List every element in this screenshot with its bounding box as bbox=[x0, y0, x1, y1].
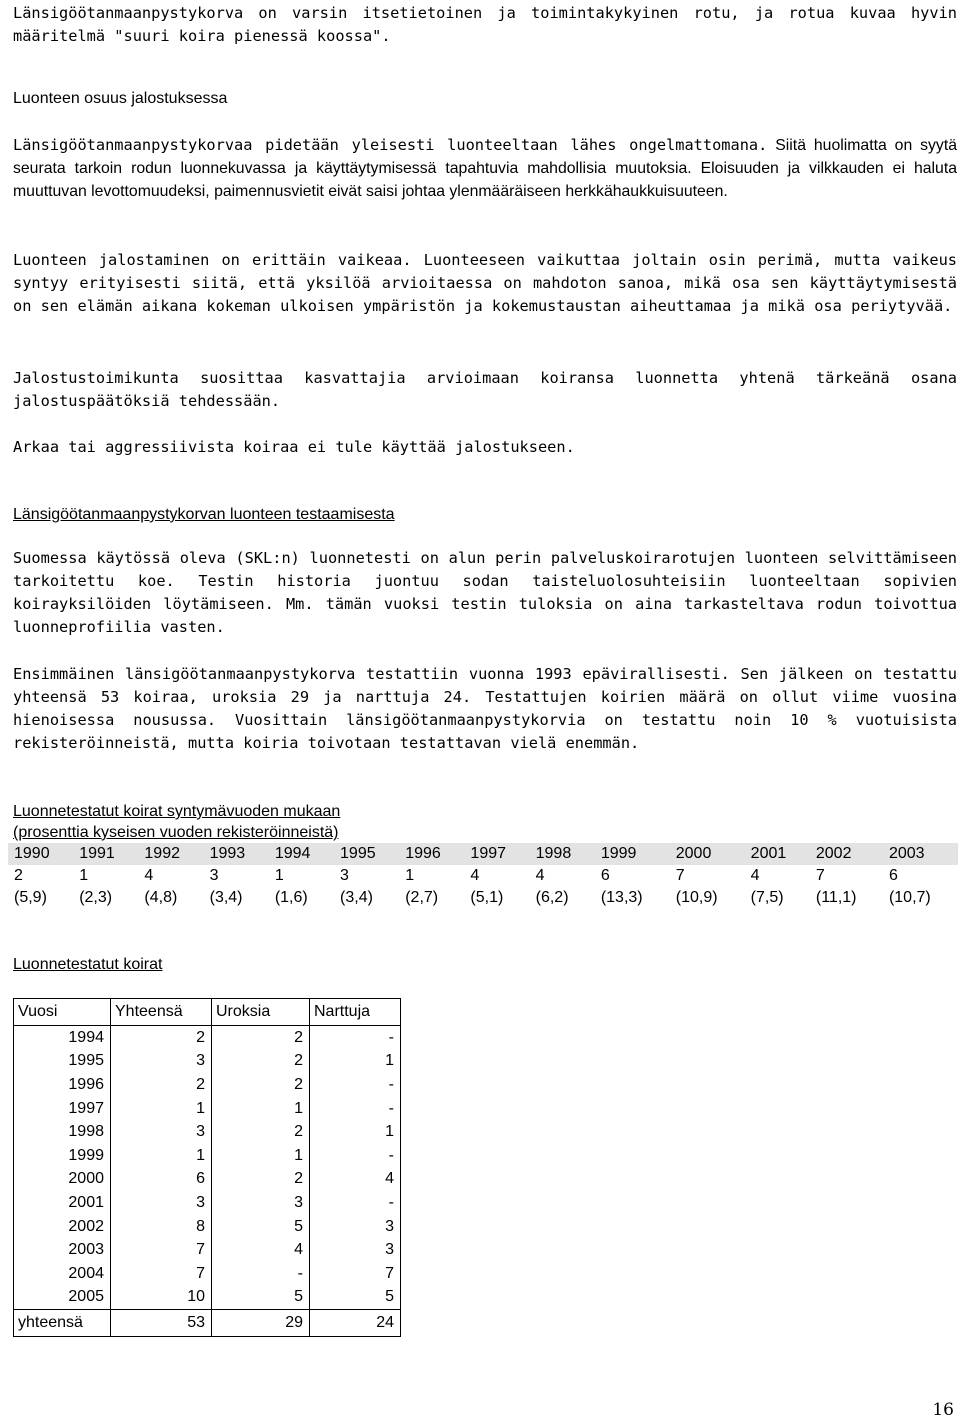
table-cell: 1 bbox=[212, 1144, 310, 1168]
count-cell: 7 bbox=[815, 867, 825, 884]
year-cell: 1991 bbox=[73, 843, 138, 865]
percent-cell: (3,4) bbox=[340, 889, 373, 906]
table-cell: 3 bbox=[310, 1238, 401, 1262]
year-cell: 1994 bbox=[269, 843, 334, 865]
table-cell: 3 bbox=[111, 1050, 212, 1074]
year-cell: 1996 bbox=[399, 843, 464, 865]
count-cell: 1 bbox=[79, 867, 89, 884]
table-cell: 6 bbox=[111, 1168, 212, 1192]
table-cell: 3 bbox=[212, 1191, 310, 1215]
count-cell: 2 bbox=[14, 867, 23, 884]
table-row bbox=[14, 1238, 401, 1262]
birth-year-heading-line2: (prosenttia kyseisen vuoden rekisteröinneistä) bbox=[13, 824, 339, 841]
table-cell: 2 bbox=[212, 1120, 310, 1144]
testing-paragraph-1: Suomessa käytössä oleva (SKL:n) luonnetesti on alun perin palveluskoirarotujen luonteen selvittämiseen tarkoitettu koe. Testin historia juontuu sodan taisteluolosuhteisiin luonteeltaan sopivien koirayksilöiden löytämiseen. Mm. tämän vuoksi testin tuloksia on aina tarkasteltava rodun toivottua luonneprofiilia vasten. bbox=[13, 549, 957, 636]
table-cell: - bbox=[310, 1191, 401, 1215]
table-row bbox=[14, 1168, 401, 1192]
table-row bbox=[14, 1097, 401, 1121]
table-cell: 2 bbox=[111, 1026, 212, 1050]
table-row bbox=[14, 1215, 401, 1239]
percent-cell: (2,3) bbox=[79, 889, 113, 906]
table-cell: 2004 bbox=[14, 1262, 111, 1286]
year-cell: 1992 bbox=[138, 843, 203, 865]
total-cell: 53 bbox=[111, 1310, 212, 1337]
table-cell: 1994 bbox=[14, 1026, 111, 1050]
table-cell: 2 bbox=[212, 1050, 310, 1074]
table-cell: 2005 bbox=[14, 1286, 111, 1310]
table-cell: - bbox=[212, 1262, 310, 1286]
percent-cell: (7,5) bbox=[750, 889, 784, 906]
percent-cell: (10,7) bbox=[888, 889, 931, 906]
percent-cell: (13,3) bbox=[600, 889, 643, 906]
percent-cell: (3,4) bbox=[209, 889, 243, 906]
column-header-males: Uroksia bbox=[212, 999, 310, 1026]
table-cell: - bbox=[310, 1097, 401, 1121]
percent-cell: (11,1) bbox=[815, 889, 857, 906]
count-cell: 3 bbox=[340, 867, 349, 884]
temperament-paragraph-2: Luonteen jalostaminen on erittäin vaikeaa. Luonteeseen vaikuttaa joltain osin perimä, mutta vaikeus syntyy erityisesti siitä, että yksilöä arvioitaessa on mahdoton sanoa, mikä osa sen käyttäytymisestä on sen elämän aikana kokeman ulkoisen ympäristön ja kokemustaustan aiheuttamaa ja mikä osa periytyvää. bbox=[13, 251, 957, 315]
year-cell: 2003 bbox=[883, 843, 958, 865]
testing-paragraph-2: Ensimmäinen länsigöötanmaanpystykorva testattiin vuonna 1993 epävirallisesti. Sen jälkeen on testattu yhteensä 53 koiraa, uroksia 29 ja narttuja 24. Testattujen koirien määrä on ollut viime vuosina hienoisessa nousussa. Vuosittain länsigöötanmaanpystykorvia on testattu noin 10 % vuotuisista rekisteröinneistä, mutta koiria toivotaan testattavan vielä enemmän. bbox=[13, 665, 957, 752]
count-cell: 7 bbox=[675, 867, 685, 884]
table-row bbox=[14, 1262, 401, 1286]
table-cell: 3 bbox=[111, 1120, 212, 1144]
table-row bbox=[14, 1026, 401, 1050]
table-cell: 7 bbox=[111, 1238, 212, 1262]
year-cell: 1997 bbox=[464, 843, 529, 865]
table-cell: 2000 bbox=[14, 1168, 111, 1192]
table-cell: 1996 bbox=[14, 1073, 111, 1097]
table-cell: 4 bbox=[212, 1238, 310, 1262]
count-cell: 3 bbox=[209, 867, 219, 884]
table-cell: 2002 bbox=[14, 1215, 111, 1239]
table-cell: 2 bbox=[212, 1026, 310, 1050]
birth-year-heading-line1: Luonnetestatut koirat syntymävuoden mukaan bbox=[13, 803, 341, 820]
count-cell: 1 bbox=[405, 867, 415, 884]
birth-year-row-years bbox=[8, 843, 958, 865]
percent-cell: (4,8) bbox=[144, 889, 178, 906]
table-cell: 1 bbox=[212, 1097, 310, 1121]
table-cell: 2 bbox=[111, 1073, 212, 1097]
temperament-paragraph-1: Länsigöötanmaanpystykorvaa pidetään yleisesti luonteeltaan lähes ongelmattomana. Siitä huolimatta on syytä seurata tarkoin rodun luonnekuvassa ja käyttäytymisessä tapahtuvia mahdollisia muutoksia. Eloisuuden ja vilkkauden ei haluta muuttuvan levottomuudeksi, paimennusvietit eivät saisi johtaa ylenmääräiseen herkkähaukkuisuuteen. bbox=[13, 136, 958, 200]
count-cell: 4 bbox=[144, 867, 154, 884]
table-cell: 1 bbox=[310, 1050, 401, 1074]
table-row bbox=[14, 1191, 401, 1215]
table-header-row bbox=[14, 999, 401, 1026]
page-number: 16 bbox=[932, 1400, 954, 1420]
table-cell: 7 bbox=[111, 1262, 212, 1286]
year-cell: 1993 bbox=[204, 843, 269, 865]
tested-dogs-table bbox=[13, 998, 401, 1337]
count-cell: 4 bbox=[535, 867, 545, 884]
table-cell: 2 bbox=[212, 1073, 310, 1097]
column-header-females: Narttuja bbox=[310, 999, 401, 1026]
table-cell: 1997 bbox=[14, 1097, 111, 1121]
table-total-row bbox=[14, 1310, 401, 1337]
year-cell: 2001 bbox=[745, 843, 810, 865]
table-cell: 10 bbox=[111, 1286, 212, 1310]
section-heading-testing: Länsigöötanmaanpystykorvan luonteen testaamisesta bbox=[13, 506, 395, 523]
total-cell: 24 bbox=[310, 1310, 401, 1337]
table-row bbox=[14, 1120, 401, 1144]
table-cell: 7 bbox=[310, 1262, 401, 1286]
table-cell: 5 bbox=[310, 1286, 401, 1310]
table-cell: 2003 bbox=[14, 1238, 111, 1262]
year-cell: 1990 bbox=[8, 843, 73, 865]
year-cell: 2002 bbox=[810, 843, 883, 865]
percent-cell: (5,9) bbox=[14, 889, 47, 906]
total-cell: 29 bbox=[212, 1310, 310, 1337]
table-cell: 4 bbox=[310, 1168, 401, 1192]
table-cell: 2001 bbox=[14, 1191, 111, 1215]
percent-cell: (6,2) bbox=[535, 889, 569, 906]
table-cell: 1995 bbox=[14, 1050, 111, 1074]
tested-table-heading: Luonnetestatut koirat bbox=[13, 956, 163, 973]
birth-year-row-counts bbox=[8, 865, 958, 887]
percent-cell: (5,1) bbox=[470, 889, 504, 906]
section-heading-temperament: Luonteen osuus jalostuksessa bbox=[13, 90, 228, 107]
intro-paragraph: Länsigöötanmaanpystykorva on varsin itsetietoinen ja toimintakykyinen rotu, ja rotua kuvaa hyvin määritelmä "suuri koira pienessä koossa". bbox=[13, 4, 957, 45]
total-label: yhteensä bbox=[14, 1310, 111, 1337]
table-cell: 1 bbox=[111, 1097, 212, 1121]
column-header-year: Vuosi bbox=[14, 999, 111, 1026]
table-cell: 1 bbox=[111, 1144, 212, 1168]
year-cell: 2000 bbox=[670, 843, 745, 865]
year-cell: 1998 bbox=[530, 843, 595, 865]
table-cell: 1998 bbox=[14, 1120, 111, 1144]
birth-year-row-percents bbox=[8, 887, 958, 909]
percent-cell: (2,7) bbox=[405, 889, 439, 906]
count-cell: 6 bbox=[600, 867, 610, 884]
table-row bbox=[14, 1050, 401, 1074]
table-cell: 3 bbox=[310, 1215, 401, 1239]
table-row bbox=[14, 1286, 401, 1310]
column-header-total: Yhteensä bbox=[111, 999, 212, 1026]
temperament-paragraph-3: Jalostustoimikunta suosittaa kasvattajia arvioimaan koiransa luonnetta yhtenä tärkeänä osana jalostuspäätöksiä tehdessään. bbox=[13, 369, 957, 410]
count-cell: 4 bbox=[750, 867, 760, 884]
table-cell: 5 bbox=[212, 1215, 310, 1239]
percent-cell: (10,9) bbox=[675, 889, 718, 906]
table-row bbox=[14, 1144, 401, 1168]
count-cell: 1 bbox=[274, 867, 284, 884]
table-row bbox=[14, 1073, 401, 1097]
percent-cell: (1,6) bbox=[274, 889, 308, 906]
birth-year-table bbox=[8, 843, 958, 909]
year-cell: 1995 bbox=[334, 843, 399, 865]
count-cell: 6 bbox=[888, 867, 898, 884]
table-cell: 1999 bbox=[14, 1144, 111, 1168]
table-cell: 1 bbox=[310, 1120, 401, 1144]
temperament-paragraph-4: Arkaa tai aggressiivista koiraa ei tule käyttää jalostukseen. bbox=[13, 438, 575, 456]
table-cell: - bbox=[310, 1073, 401, 1097]
table-cell: - bbox=[310, 1144, 401, 1168]
year-cell: 1999 bbox=[595, 843, 670, 865]
table-cell: 5 bbox=[212, 1286, 310, 1310]
table-cell: 8 bbox=[111, 1215, 212, 1239]
table-cell: 2 bbox=[212, 1168, 310, 1192]
count-cell: 4 bbox=[470, 867, 480, 884]
table-cell: - bbox=[310, 1026, 401, 1050]
table-cell: 3 bbox=[111, 1191, 212, 1215]
